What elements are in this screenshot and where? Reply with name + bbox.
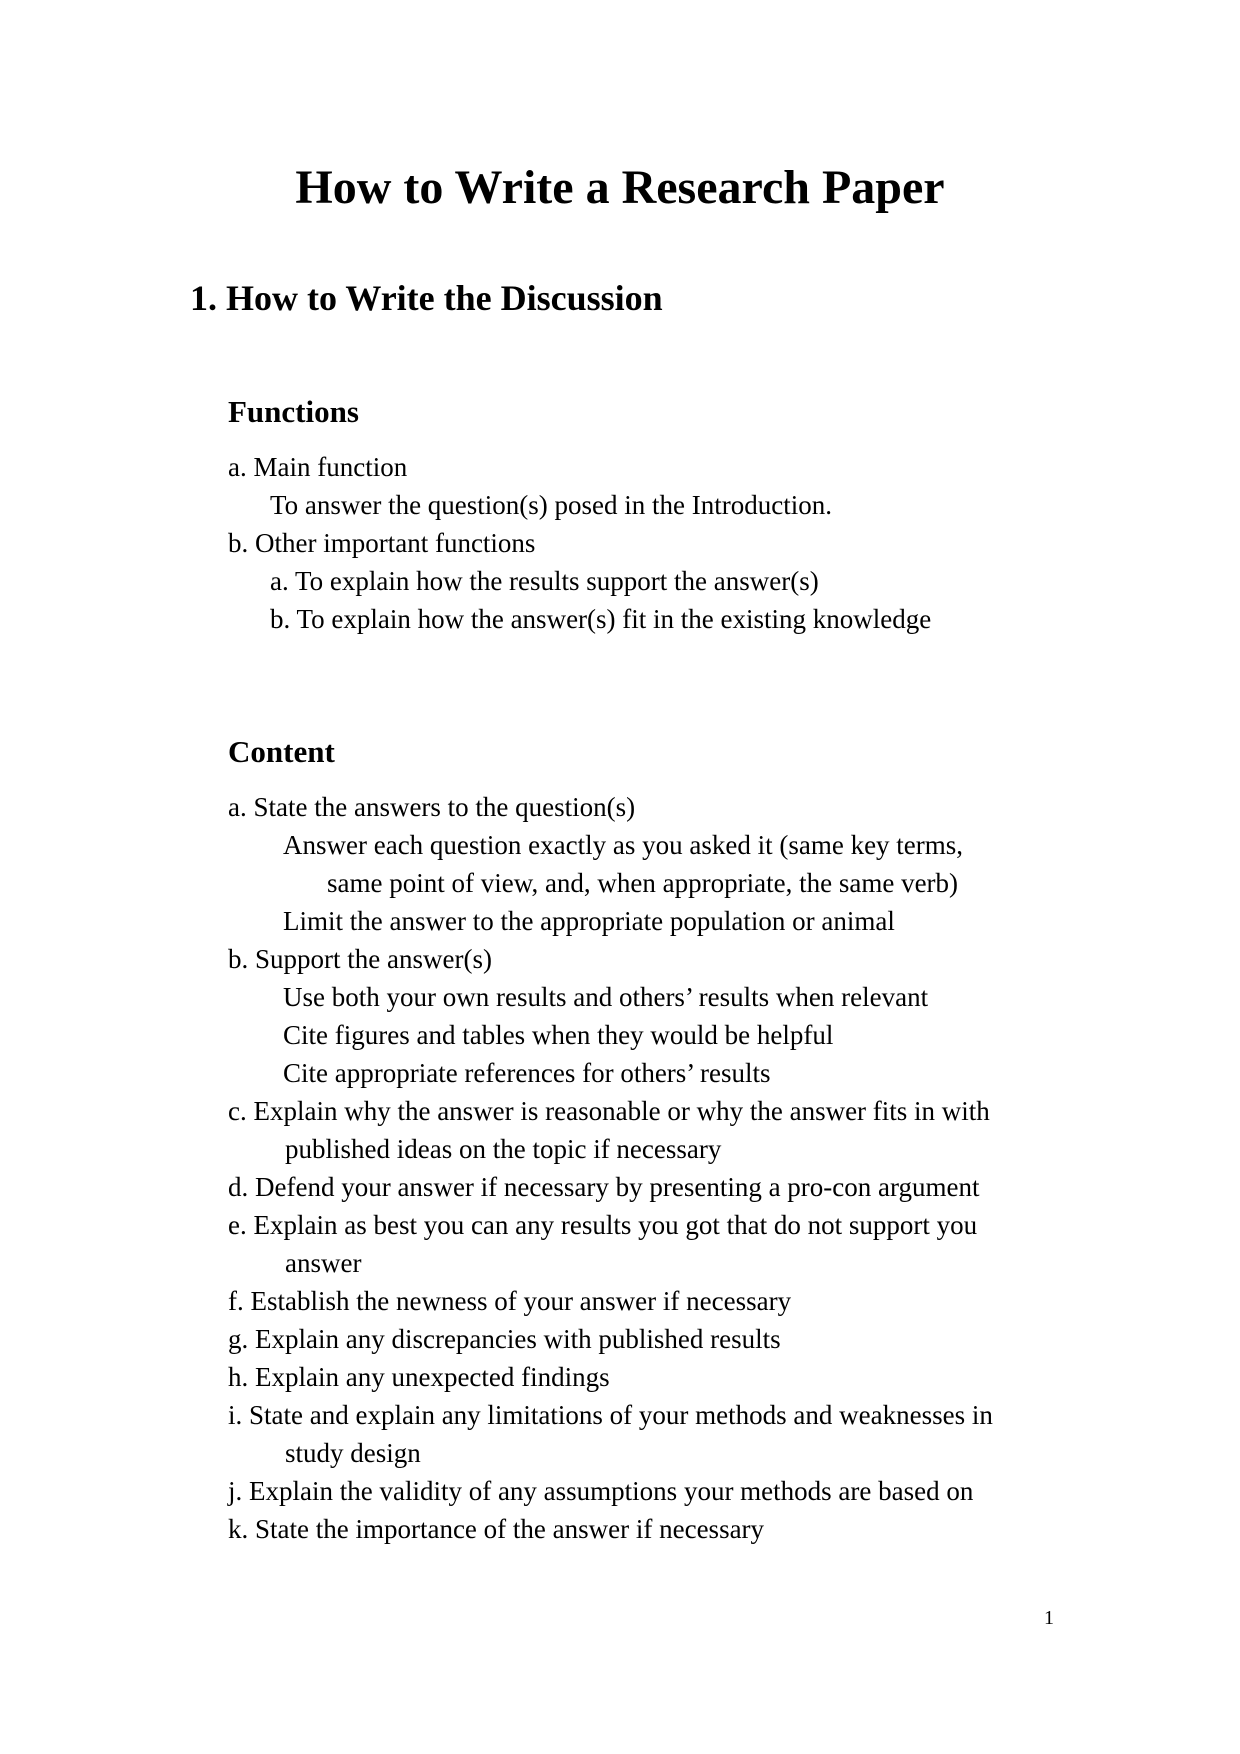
list-item: a. Main function: [228, 452, 408, 482]
list-item: i. State and explain any limitations of your methods and weaknesses in: [228, 1400, 993, 1430]
section-heading: 1. How to Write the Discussion: [190, 278, 663, 318]
list-item: b. Other important functions: [228, 528, 536, 558]
list-item: d. Defend your answer if necessary by presenting a pro-con argument: [228, 1172, 980, 1202]
page-title: How to Write a Research Paper: [295, 161, 945, 214]
functions-heading: Functions: [228, 394, 359, 429]
list-item: e. Explain as best you can any results you got that do not support you: [228, 1210, 978, 1240]
list-item: Answer each question exactly as you asked it (same key terms,: [283, 830, 964, 860]
list-item: f. Establish the newness of your answer if necessary: [228, 1286, 792, 1316]
list-item: c. Explain why the answer is reasonable or why the answer fits in with: [228, 1096, 990, 1126]
list-item: a. To explain how the results support the answer(s): [270, 566, 819, 596]
list-item: Limit the answer to the appropriate population or animal: [283, 906, 895, 936]
list-item: To answer the question(s) posed in the Introduction.: [270, 490, 832, 520]
list-item: study design: [285, 1438, 421, 1468]
list-item: same point of view, and, when appropriate, the same verb): [327, 868, 959, 898]
list-item: a. State the answers to the question(s): [228, 792, 636, 822]
list-item: b. Support the answer(s): [228, 944, 492, 974]
list-item: g. Explain any discrepancies with published results: [228, 1324, 781, 1354]
list-item: Cite appropriate references for others’ results: [283, 1058, 771, 1088]
page-number: 1: [1044, 1607, 1054, 1629]
content-heading: Content: [228, 734, 335, 769]
list-item: h. Explain any unexpected findings: [228, 1362, 610, 1392]
list-item: Cite figures and tables when they would be helpful: [283, 1020, 834, 1050]
list-item: j. Explain the validity of any assumptions your methods are based on: [228, 1476, 974, 1506]
list-item: published ideas on the topic if necessary: [285, 1134, 722, 1164]
list-item: Use both your own results and others’ results when relevant: [283, 982, 929, 1012]
list-item: b. To explain how the answer(s) fit in the existing knowledge: [270, 604, 932, 634]
list-item: k. State the importance of the answer if necessary: [228, 1514, 765, 1544]
list-item: answer: [285, 1248, 362, 1278]
